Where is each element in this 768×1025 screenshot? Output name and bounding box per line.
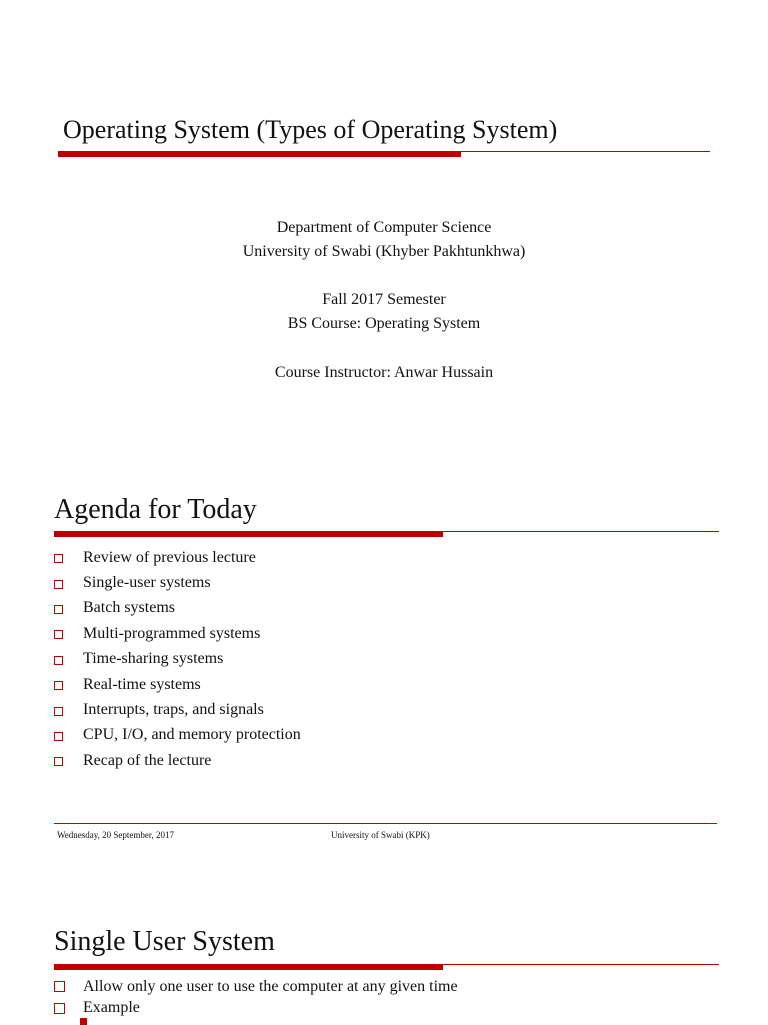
list-item: Single-user systems	[54, 570, 301, 595]
list-item: Real-time systems	[54, 672, 301, 697]
slide1-title: Operating System (Types of Operating System)	[63, 115, 558, 144]
footer-org: University of Swabi (KPK)	[331, 830, 430, 840]
instructor-line: Course Instructor: Anwar Hussain	[274, 364, 494, 381]
university-line: University of Swabi (Khyber Pakhtunkhwa)	[242, 243, 526, 260]
footer-date: Wednesday, 20 September, 2017	[57, 830, 175, 840]
list-item: Multi-programmed systems	[54, 621, 301, 646]
list-item: Interrupts, traps, and signals	[54, 697, 301, 722]
slide2-footer-rule	[54, 823, 717, 824]
square-bullet-icon	[54, 554, 63, 563]
square-bullet-icon	[54, 580, 63, 589]
list-item: Batch systems	[54, 596, 301, 621]
semester-line: Fall 2017 Semester	[322, 291, 446, 308]
slide3-title-rule-thin	[54, 964, 719, 965]
square-bullet-icon	[54, 1003, 65, 1014]
square-bullet-icon	[54, 605, 63, 614]
department-line: Department of Computer Science	[276, 219, 492, 236]
slide2-title-rule-thin	[54, 531, 719, 532]
square-bullet-icon	[54, 656, 63, 665]
list-item: Review of previous lecture	[54, 545, 301, 570]
list-item: CPU, I/O, and memory protection	[54, 723, 301, 748]
course-line: BS Course: Operating System	[287, 315, 481, 332]
slide1-info-block	[0, 216, 768, 264]
list-item: Recap of the lecture	[54, 748, 301, 773]
square-bullet-icon	[54, 981, 65, 992]
square-bullet-icon	[54, 707, 63, 716]
slide1-title-rule-thin	[58, 151, 710, 152]
list-item: Allow only one user to use the computer at any given time	[54, 976, 458, 998]
slide1-course-block	[0, 288, 768, 336]
agenda-list	[54, 545, 301, 774]
single-user-list	[54, 976, 458, 1019]
list-item: Time-sharing systems	[54, 647, 301, 672]
slide1-instructor-block	[0, 361, 768, 385]
slide2-title: Agenda for Today	[54, 494, 257, 525]
square-bullet-icon	[54, 630, 63, 639]
square-bullet-icon	[54, 732, 63, 741]
list-item: Example	[54, 998, 458, 1020]
square-bullet-icon	[54, 757, 63, 766]
slide3-title: Single User System	[54, 926, 275, 957]
square-bullet-icon	[54, 681, 63, 690]
